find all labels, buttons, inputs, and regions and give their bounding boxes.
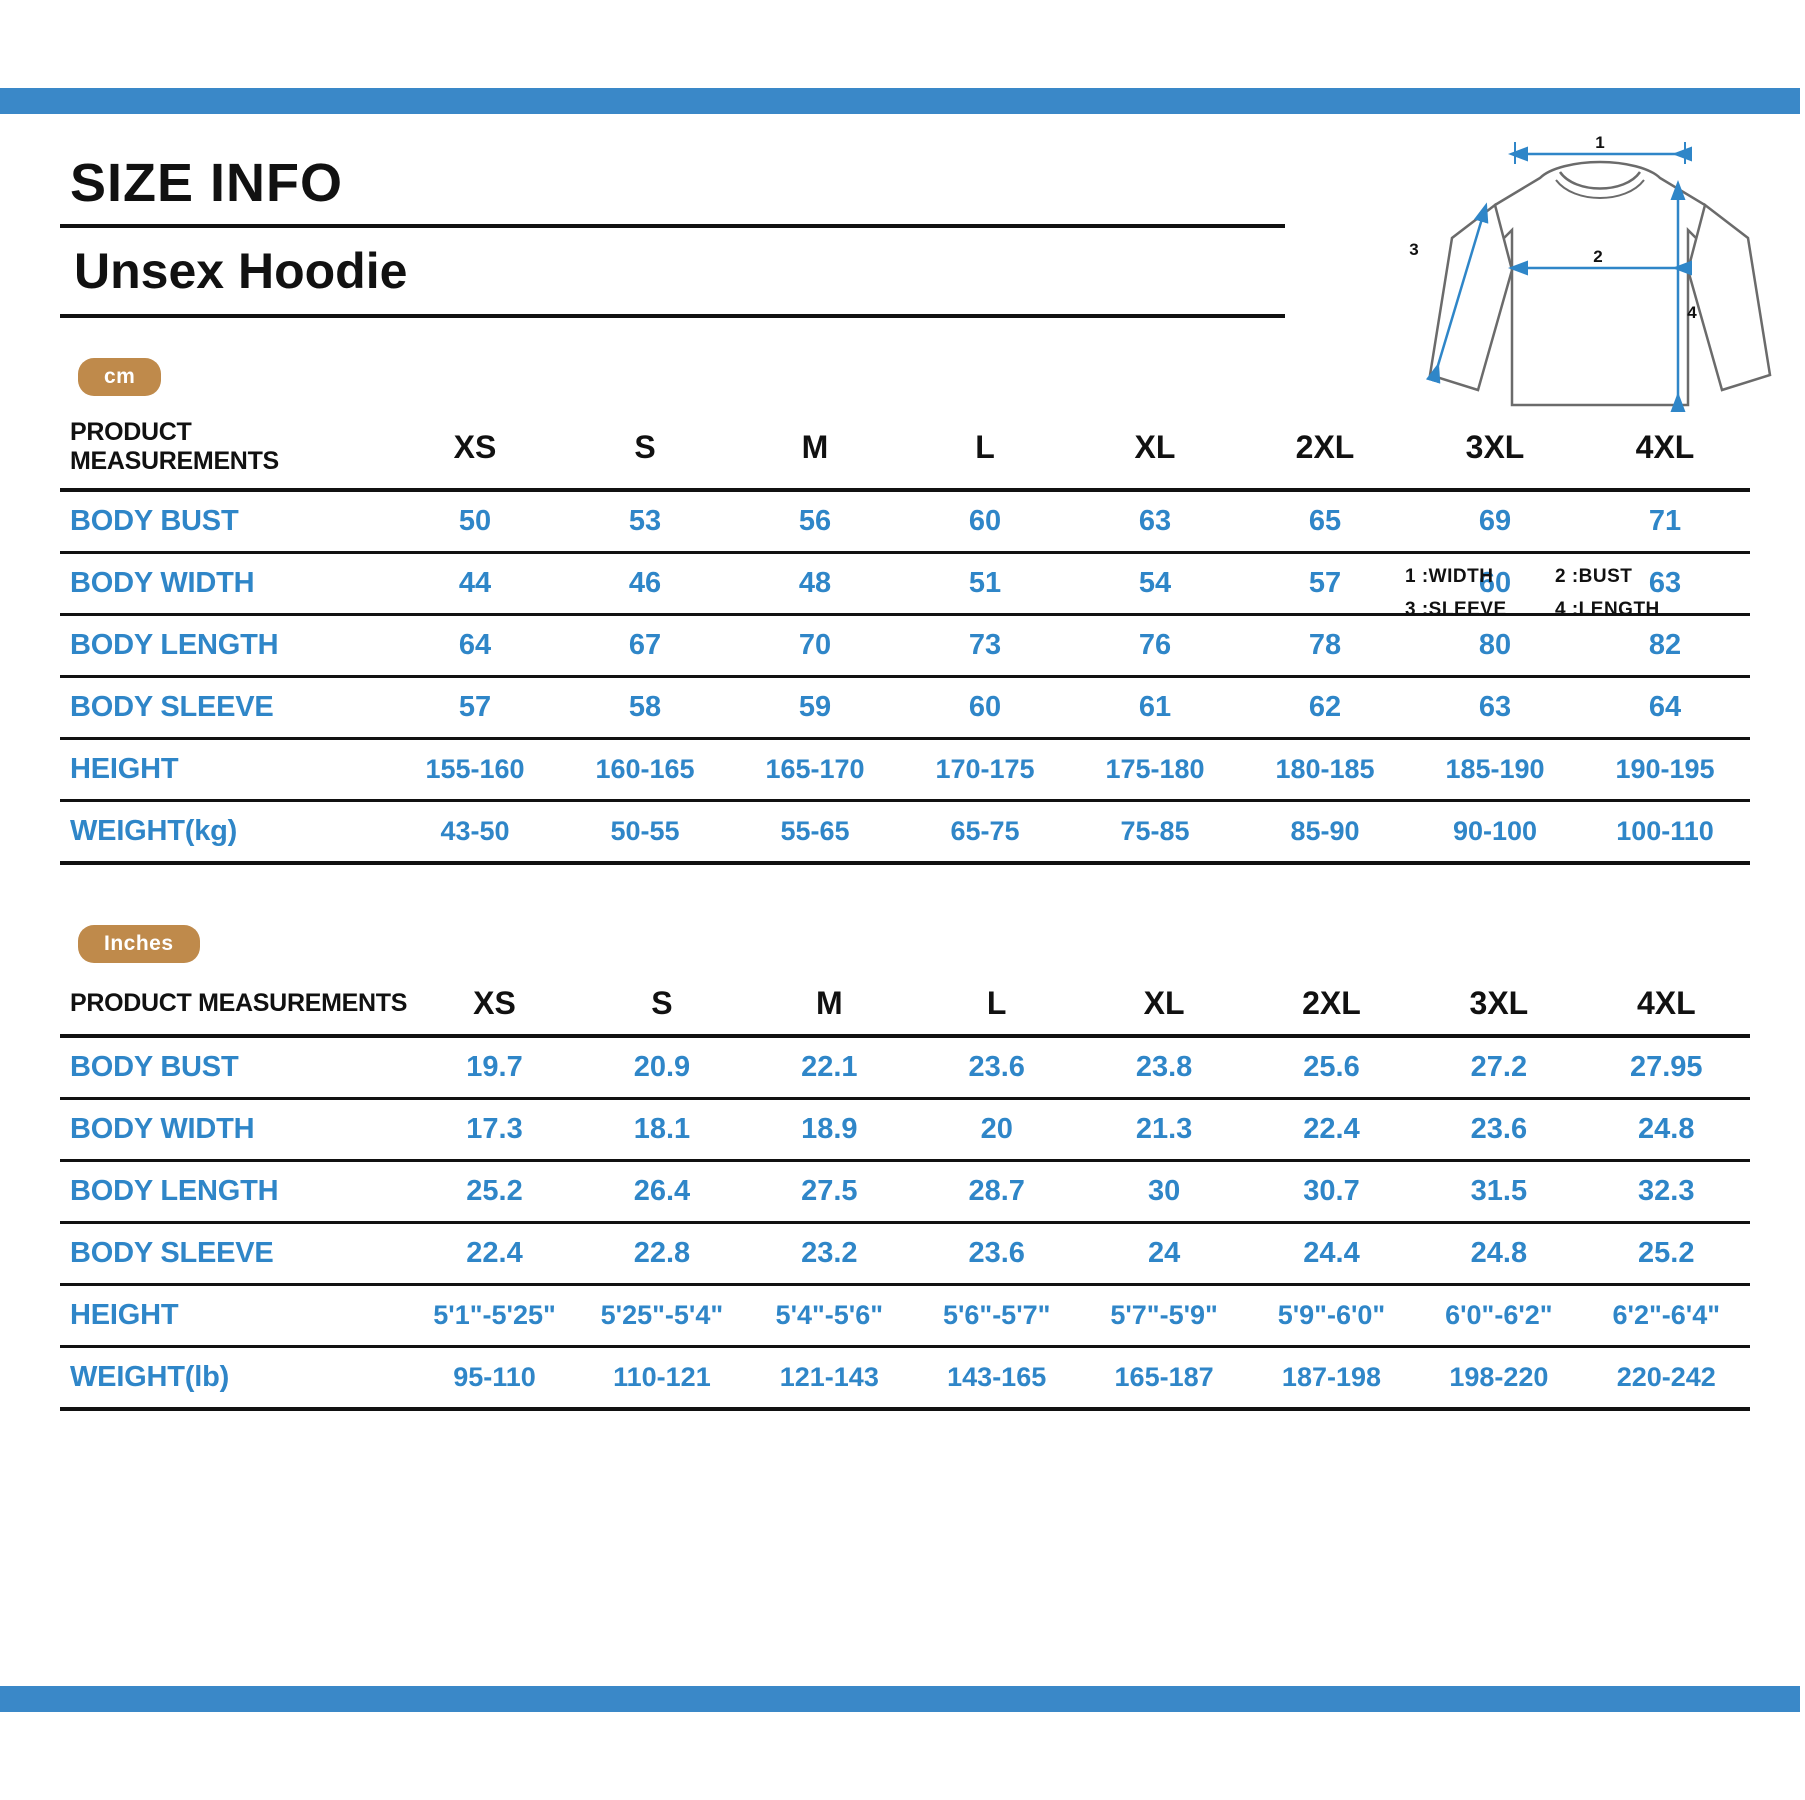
diagram-marker-3: 3 (1409, 240, 1419, 259)
inches-cell: 30.7 (1248, 1161, 1415, 1223)
inches-cell: 5'6"-5'7" (913, 1285, 1080, 1347)
unit-inches-chip: Inches (78, 925, 200, 963)
inches-table-header-row (60, 975, 1750, 1036)
garment-diagram (1400, 133, 1800, 520)
inches-row-label-length: BODY LENGTH (60, 1161, 411, 1223)
cm-header-xs: XS (390, 408, 560, 490)
inches-cell: 198-220 (1415, 1347, 1582, 1410)
cm-header-4xl: 4XL (1580, 408, 1750, 490)
unit-inches-chip-wrap (60, 925, 1750, 963)
inches-cell: 143-165 (913, 1347, 1080, 1410)
cm-header-3xl: 3XL (1410, 408, 1580, 490)
inches-cell: 27.5 (746, 1161, 913, 1223)
cm-cell: 61 (1070, 677, 1240, 739)
cm-cell: 71 (1580, 490, 1750, 553)
inches-cell: 187-198 (1248, 1347, 1415, 1410)
inches-header-m: M (746, 975, 913, 1036)
cm-cell: 60 (900, 677, 1070, 739)
inches-cell: 22.8 (578, 1223, 745, 1285)
inches-size-table (60, 975, 1750, 1411)
cm-cell: 67 (560, 615, 730, 677)
inches-cell: 6'0"-6'2" (1415, 1285, 1582, 1347)
cm-cell: 75-85 (1070, 801, 1240, 864)
inches-cell: 20.9 (578, 1036, 745, 1099)
inches-header-s: S (578, 975, 745, 1036)
inches-header-4xl: 4XL (1583, 975, 1750, 1036)
inches-cell: 121-143 (746, 1347, 913, 1410)
legend-row (1405, 560, 1805, 593)
table-row (60, 677, 1750, 739)
cm-header-measurements: PRODUCT MEASUREMENTS (60, 408, 390, 490)
inches-row-label-bust: BODY BUST (60, 1036, 411, 1099)
diagram-marker-2: 2 (1593, 247, 1603, 266)
header (60, 140, 1290, 318)
cm-row-label-bust: BODY BUST (60, 490, 390, 553)
legend-bust: 2 :BUST (1555, 566, 1633, 587)
cm-cell: 80 (1410, 615, 1580, 677)
inches-cell: 23.6 (913, 1223, 1080, 1285)
inches-cell: 22.4 (411, 1223, 578, 1285)
cm-cell: 43-50 (390, 801, 560, 864)
cm-row-label-sleeve: BODY SLEEVE (60, 677, 390, 739)
legend-width: 1 :WIDTH (1405, 566, 1494, 587)
cm-cell: 78 (1240, 615, 1410, 677)
inches-header-3xl: 3XL (1415, 975, 1582, 1036)
cm-cell: 58 (560, 677, 730, 739)
inches-cell: 23.6 (913, 1036, 1080, 1099)
inches-row-label-height: HEIGHT (60, 1285, 411, 1347)
diagram-legend (1405, 560, 1805, 627)
inches-cell: 27.2 (1415, 1036, 1582, 1099)
table-row (60, 1285, 1750, 1347)
inches-cell: 22.1 (746, 1036, 913, 1099)
cm-header-s: S (560, 408, 730, 490)
inches-cell: 19.7 (411, 1036, 578, 1099)
inches-header-2xl: 2XL (1248, 975, 1415, 1036)
top-accent-bar (0, 88, 1800, 114)
cm-row-label-length: BODY LENGTH (60, 615, 390, 677)
legend-row (1405, 593, 1805, 626)
inches-row-label-weight: WEIGHT(lb) (60, 1347, 411, 1410)
inches-row-label-sleeve: BODY SLEEVE (60, 1223, 411, 1285)
hoodie-illustration-icon (1400, 133, 1800, 520)
inches-cell: 32.3 (1583, 1161, 1750, 1223)
table-row (60, 1223, 1750, 1285)
cm-cell: 63 (1070, 490, 1240, 553)
inches-cell: 26.4 (578, 1161, 745, 1223)
legend-sleeve: 3 :SLEEVE (1405, 599, 1507, 621)
table-row (60, 1099, 1750, 1161)
unit-cm-chip: cm (78, 358, 161, 396)
cm-cell: 62 (1240, 677, 1410, 739)
cm-cell: 180-185 (1240, 739, 1410, 801)
cm-cell: 56 (730, 490, 900, 553)
inches-header-xl: XL (1080, 975, 1247, 1036)
inches-cell: 165-187 (1080, 1347, 1247, 1410)
cm-cell: 190-195 (1580, 739, 1750, 801)
cm-cell: 48 (730, 553, 900, 615)
inches-cell: 25.2 (1583, 1223, 1750, 1285)
inches-cell: 17.3 (411, 1099, 578, 1161)
page-title: SIZE INFO (70, 153, 344, 213)
cm-cell: 60 (1410, 553, 1580, 615)
inches-row-label-width: BODY WIDTH (60, 1099, 411, 1161)
cm-cell: 57 (390, 677, 560, 739)
inches-cell: 31.5 (1415, 1161, 1582, 1223)
cm-cell: 59 (730, 677, 900, 739)
inches-cell: 24.4 (1248, 1223, 1415, 1285)
cm-row-label-width: BODY WIDTH (60, 553, 390, 615)
inches-cell: 6'2"-6'4" (1583, 1285, 1750, 1347)
cm-header-2xl: 2XL (1240, 408, 1410, 490)
inches-header-l: L (913, 975, 1080, 1036)
cm-cell: 63 (1410, 677, 1580, 739)
cm-cell: 82 (1580, 615, 1750, 677)
content-area (60, 133, 1750, 1411)
inches-cell: 21.3 (1080, 1099, 1247, 1161)
cm-cell: 55-65 (730, 801, 900, 864)
inches-cell: 22.4 (1248, 1099, 1415, 1161)
cm-cell: 54 (1070, 553, 1240, 615)
table-row (60, 1036, 1750, 1099)
inches-cell: 24.8 (1583, 1099, 1750, 1161)
cm-cell: 50-55 (560, 801, 730, 864)
cm-cell: 50 (390, 490, 560, 553)
cm-cell: 73 (900, 615, 1070, 677)
cm-row-label-weight: WEIGHT(kg) (60, 801, 390, 864)
table-row (60, 801, 1750, 864)
cm-cell: 165-170 (730, 739, 900, 801)
page-subtitle: Unsex Hoodie (74, 243, 408, 299)
cm-cell: 90-100 (1410, 801, 1580, 864)
inches-cell: 23.6 (1415, 1099, 1582, 1161)
cm-cell: 57 (1240, 553, 1410, 615)
inches-cell: 220-242 (1583, 1347, 1750, 1410)
inches-cell: 18.1 (578, 1099, 745, 1161)
inches-cell: 25.2 (411, 1161, 578, 1223)
cm-cell: 65 (1240, 490, 1410, 553)
cm-header-l: L (900, 408, 1070, 490)
cm-cell: 63 (1580, 553, 1750, 615)
table-row (60, 1347, 1750, 1410)
inches-cell: 27.95 (1583, 1036, 1750, 1099)
legend-length: 4 :LENGTH (1555, 599, 1660, 621)
inches-cell: 23.8 (1080, 1036, 1247, 1099)
inches-header-xs: XS (411, 975, 578, 1036)
inches-cell: 24 (1080, 1223, 1247, 1285)
inches-cell: 5'1"-5'25" (411, 1285, 578, 1347)
cm-row-label-height: HEIGHT (60, 739, 390, 801)
inches-header-measurements: PRODUCT MEASUREMENTS (60, 975, 411, 1036)
cm-header-m: M (730, 408, 900, 490)
inches-cell: 24.8 (1415, 1223, 1582, 1285)
cm-cell: 76 (1070, 615, 1240, 677)
cm-cell: 155-160 (390, 739, 560, 801)
cm-cell: 100-110 (1580, 801, 1750, 864)
cm-cell: 70 (730, 615, 900, 677)
inches-cell: 30 (1080, 1161, 1247, 1223)
cm-cell: 85-90 (1240, 801, 1410, 864)
cm-cell: 53 (560, 490, 730, 553)
inches-cell: 20 (913, 1099, 1080, 1161)
diagram-marker-4: 4 (1687, 303, 1697, 322)
title-divider-bottom (60, 314, 1285, 318)
inches-cell: 5'4"-5'6" (746, 1285, 913, 1347)
cm-cell: 64 (1580, 677, 1750, 739)
inches-cell: 28.7 (913, 1161, 1080, 1223)
cm-cell: 51 (900, 553, 1070, 615)
cm-cell: 185-190 (1410, 739, 1580, 801)
inches-cell: 25.6 (1248, 1036, 1415, 1099)
table-row (60, 739, 1750, 801)
inches-cell: 5'25"-5'4" (578, 1285, 745, 1347)
cm-cell: 60 (900, 490, 1070, 553)
diagram-marker-1: 1 (1595, 133, 1605, 152)
cm-cell: 69 (1410, 490, 1580, 553)
inches-cell: 18.9 (746, 1099, 913, 1161)
bottom-accent-bar (0, 1686, 1800, 1712)
inches-cell: 95-110 (411, 1347, 578, 1410)
cm-cell: 160-165 (560, 739, 730, 801)
cm-cell: 175-180 (1070, 739, 1240, 801)
cm-cell: 44 (390, 553, 560, 615)
inches-cell: 5'9"-6'0" (1248, 1285, 1415, 1347)
inches-cell: 110-121 (578, 1347, 745, 1410)
cm-cell: 64 (390, 615, 560, 677)
cm-cell: 65-75 (900, 801, 1070, 864)
table-row (60, 1161, 1750, 1223)
inches-cell: 23.2 (746, 1223, 913, 1285)
cm-cell: 170-175 (900, 739, 1070, 801)
cm-header-xl: XL (1070, 408, 1240, 490)
inches-cell: 5'7"-5'9" (1080, 1285, 1247, 1347)
cm-cell: 46 (560, 553, 730, 615)
